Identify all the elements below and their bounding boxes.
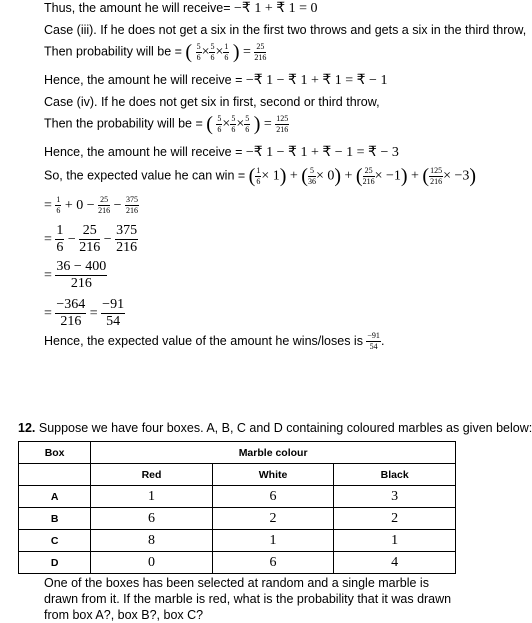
fraction: $\frac{1}{6}$ (256, 165, 261, 186)
fraction: $\frac{125}{216}$ (276, 113, 289, 134)
line-step-4: = $\frac{-364}{216}$ = $\frac{-91}{54}$ (44, 297, 125, 329)
fraction: $\frac{5}{6}$ (231, 113, 236, 134)
line-case-iv: Case (iv). If he does not get six in first, second or third throw, (44, 95, 380, 109)
question-12 (18, 421, 532, 435)
table-row (19, 486, 456, 508)
fraction: $\frac{5}{6}$ (217, 113, 222, 134)
closing-question: One of the boxes has been selected at random and a single marble is drawn from it. If the marble is red, what is the probability that it was drawn from box A?, box B?, box C? (44, 576, 452, 622)
line-case-iii: Case (iii). If he does not get a six in the first two throws and gets a six in the third throw, (44, 23, 527, 37)
box-label: C (19, 530, 91, 552)
fraction: $\frac{5}{6}$ (245, 113, 250, 134)
fraction: $\frac{-91}{54}$ (102, 297, 125, 329)
header-red: Red (91, 464, 213, 486)
fraction: $\frac{125}{216}$ (430, 165, 443, 186)
fraction: $\frac{5}{36}$ (307, 165, 316, 186)
table-header-row (19, 442, 456, 464)
red-count: 1 (91, 486, 213, 508)
marble-table (18, 441, 456, 574)
fraction: $\frac{5}{6}$ (196, 41, 201, 62)
line-step-3: = $\frac{36 - 400}{216}$ (44, 259, 107, 291)
table-row (19, 552, 456, 574)
line-amount-case2: Thus, the amount he will receive= −₹ 1 + ₹ 1 = 0 (44, 1, 318, 16)
fraction: $\frac{25}{216}$ (79, 223, 101, 255)
question-text: Suppose we have four boxes. A, B, C and D containing coloured marbles as given below: (35, 421, 532, 435)
empty-cell (19, 464, 91, 486)
box-label: A (19, 486, 91, 508)
white-count: 6 (212, 552, 334, 574)
fraction: $\frac{1}{6}$ (56, 223, 64, 255)
header-box: Box (19, 442, 91, 464)
box-label: B (19, 508, 91, 530)
line-probability-case3: Then probability will be = ( $\frac{5}{6}$ × $\frac{5}{6}$ × $\frac{1}{6}$ ) = $\frac{25}{216}$ (44, 41, 267, 63)
line-step-1: = $\frac{1}{6}$ + 0 − $\frac{25}{216}$ − $\frac{375}{216}$ (44, 195, 139, 215)
header-black: Black (334, 464, 456, 486)
fraction: $\frac{25}{216}$ (254, 41, 267, 62)
fraction: $\frac{5}{6}$ (210, 41, 215, 62)
table-row (19, 508, 456, 530)
line-amount-case4: Hence, the amount he will receive = −₹ 1 − ₹ 1 + ₹ − 1 = ₹ − 3 (44, 145, 399, 160)
question-number: 12. (18, 421, 36, 435)
red-count: 0 (91, 552, 213, 574)
white-count: 1 (212, 530, 334, 552)
fraction: $\frac{375}{216}$ (116, 223, 138, 255)
fraction: $\frac{-91}{54}$ (367, 331, 380, 351)
fraction: $\frac{1}{6}$ (224, 41, 229, 62)
fraction: $\frac{1}{6}$ (56, 195, 61, 215)
line-conclusion: Hence, the expected value of the amount he wins/loses is $\frac{-91}{54}$ . (44, 331, 385, 351)
fraction: $\frac{25}{216}$ (362, 165, 375, 186)
line-expected-value: So, the expected value he can win = ( $\frac{1}{6}$ × 1) + ( $\frac{5}{36}$ × 0) + ( $\frac{25}{216}$ × −1) + ( $\frac{125}{216}$ × −3) (44, 165, 477, 187)
red-count: 8 (91, 530, 213, 552)
header-white: White (212, 464, 334, 486)
table-row (19, 530, 456, 552)
black-count: 3 (334, 486, 456, 508)
line-step-2: = $\frac{1}{6}$ − $\frac{25}{216}$ − $\frac{375}{216}$ (44, 223, 138, 255)
black-count: 1 (334, 530, 456, 552)
fraction: $\frac{-364}{216}$ (56, 297, 86, 329)
header-marble-colour: Marble colour (91, 442, 456, 464)
red-count: 6 (91, 508, 213, 530)
white-count: 2 (212, 508, 334, 530)
line-amount-case3: Hence, the amount he will receive = −₹ 1 − ₹ 1 + ₹ 1 = ₹ − 1 (44, 73, 388, 88)
fraction: $\frac{36 - 400}{216}$ (56, 259, 107, 291)
black-count: 4 (334, 552, 456, 574)
table-subheader-row (19, 464, 456, 486)
box-label: D (19, 552, 91, 574)
fraction: $\frac{375}{216}$ (126, 195, 139, 215)
white-count: 6 (212, 486, 334, 508)
line-probability-case4: Then the probability will be = ( $\frac{5}{6}$ × $\frac{5}{6}$ × $\frac{5}{6}$ ) = $\frac{125}{216}$ (44, 113, 289, 135)
black-count: 2 (334, 508, 456, 530)
fraction: $\frac{25}{216}$ (98, 195, 111, 215)
